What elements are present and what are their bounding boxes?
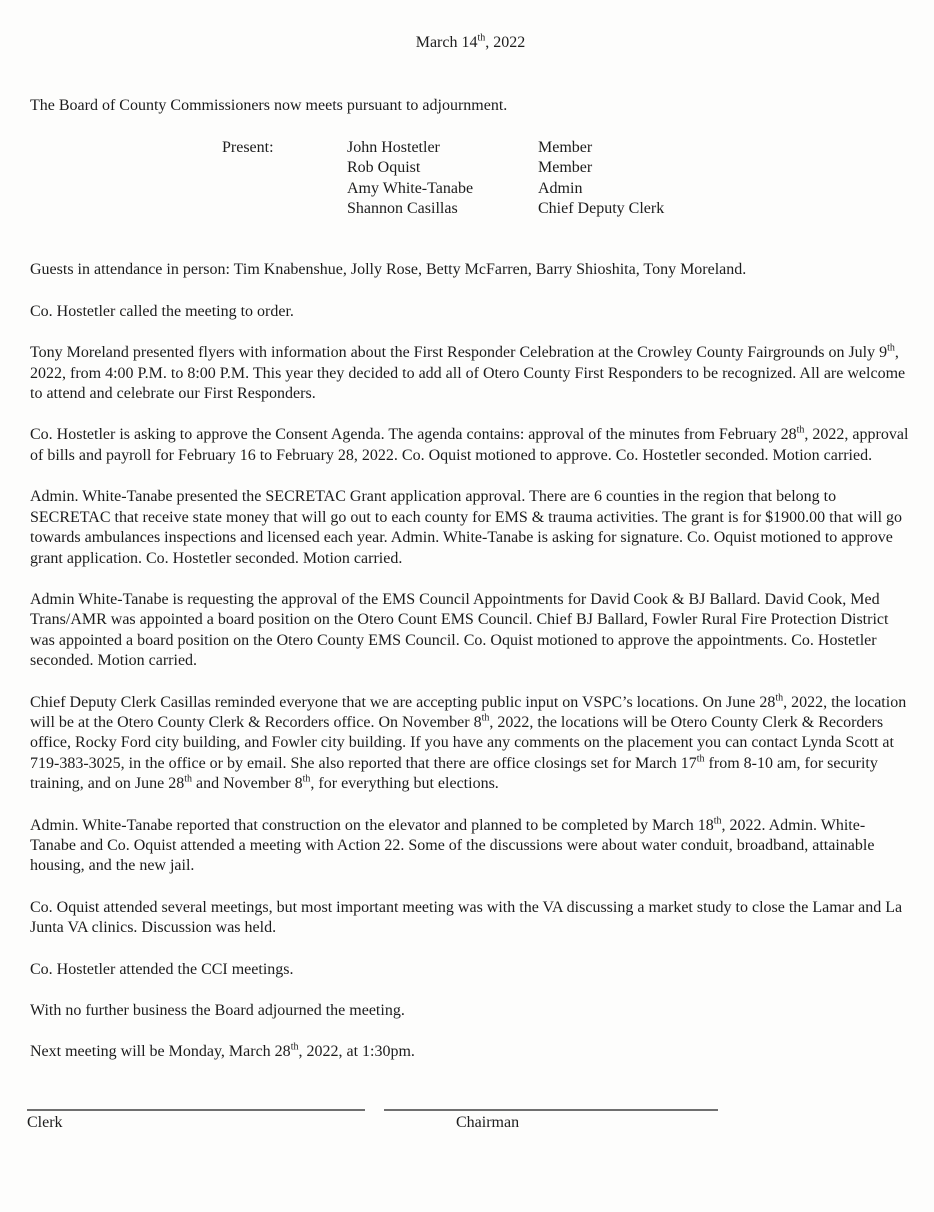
attendee-role: Chief Deputy Clerk [538, 200, 665, 218]
paragraph-consent-agenda: Co. Hostetler is asking to approve the Consent Agenda. The agenda contains: approval of the minutes from February 28th, 2022, approval of bills and payroll for February 16 to February 28, 2022. Co. Oquist motioned to approve. Co. Hostetler seconded. Motion carried. [30, 425, 909, 464]
attendee-name: Amy White-Tanabe [347, 179, 474, 197]
paragraph-va-meetings: Co. Oquist attended several meetings, but most important meeting was with the VA discussing a market study to close the Lamar and La Junta VA clinics. Discussion was held. [30, 898, 903, 937]
attendee-row [222, 138, 911, 158]
present-label: Present: [222, 138, 274, 156]
attendee-role: Admin [538, 179, 583, 197]
paragraph-ems-council: Admin White-Tanabe is requesting the approval of the EMS Council Appointments for David Cook & BJ Ballard. David Cook, Med Trans/AMR was appointed a board position on the Otero Count EMS Council. Chief BJ Ballard, Fowler Rural Fire Protection District was appointed a board position on the Otero County EMS Council. Co. Oquist motioned to approve the appointments. Co. Hostetler seconded. Motion carried. [30, 590, 889, 670]
paragraph-adjournment: With no further business the Board adjourned the meeting. [30, 1002, 405, 1019]
attendee-name: Rob Oquist [347, 159, 421, 177]
attendee-row [222, 158, 911, 178]
document-date: March 14th, 2022 [415, 32, 526, 51]
clerk-signature-block [27, 1109, 365, 1133]
attendee-row [222, 179, 911, 199]
chairman-signature-line [384, 1109, 718, 1111]
clerk-label: Clerk [27, 1113, 63, 1131]
attendee-name: John Hostetler [347, 138, 440, 156]
chairman-label: Chairman [456, 1113, 520, 1131]
paragraph-cci: Co. Hostetler attended the CCI meetings. [30, 960, 294, 978]
clerk-signature-line [27, 1109, 365, 1111]
paragraph-first-responder: Tony Moreland presented flyers with information about the First Responder Celebration at the Crowley County Fairgrounds on July 9th, 2022, from 4:00 P.M. to 8:00 P.M. This year they decided to add all of Otero County First Responders to be recognized. All are welcome to attend and celebrate our First Responders. [30, 342, 906, 403]
attendee-role: Member [538, 159, 593, 177]
paragraph-next-meeting: Next meeting will be Monday, March 28th, 2022, at 1:30pm. [30, 1042, 415, 1061]
attendee-role: Member [538, 138, 593, 156]
paragraph-call-to-order: Co. Hostetler called the meeting to order. [30, 302, 294, 320]
signature-section [27, 1109, 911, 1133]
attendee-row [222, 199, 911, 219]
paragraph-vspc-locations: Chief Deputy Clerk Casillas reminded everyone that we are accepting public input on VSPC’s locations. On June 28th, 2022, the location will be at the Otero County Clerk & Recorders office. On November 8th, 2022, the locations will be Otero County Clerk & Recorders office, Rocky Ford city building, and Fowler city building. If you have any comments on the placement you can contact Lynda Scott at 719-383-3025, in the office or by email. She also reported that there are office closings set for March 17th from 8-10 am, for security training, and on June 28th and November 8th, for everything but elections. [30, 692, 907, 793]
paragraph-secretac-grant: Admin. White-Tanabe presented the SECRETAC Grant application approval. There are 6 counties in the region that belong to SECRETAC that receive state money that will go out to each county for EMS & trauma activities. The grant is for $1900.00 that will go towards ambulances inspections and licensed each year. Admin. White-Tanabe is asking for signature. Co. Oquist motioned to approve grant application. Co. Hostetler seconded. Motion carried. [30, 488, 903, 567]
intro-paragraph: The Board of County Commissioners now meets pursuant to adjournment. [30, 97, 508, 115]
attendee-name: Shannon Casillas [347, 200, 458, 218]
chairman-signature-block [384, 1109, 718, 1133]
attendance-list [222, 138, 911, 220]
paragraph-guests: Guests in attendance in person: Tim Knabenshue, Jolly Rose, Betty McFarren, Barry Shioshita, Tony Moreland. [30, 261, 747, 279]
paragraph-elevator-action22: Admin. White-Tanabe reported that construction on the elevator and planned to be completed by March 18th, 2022. Admin. White-Tanabe and Co. Oquist attended a meeting with Action 22. Some of the discussions were about water conduit, broadband, attainable housing, and the new jail. [30, 815, 875, 875]
